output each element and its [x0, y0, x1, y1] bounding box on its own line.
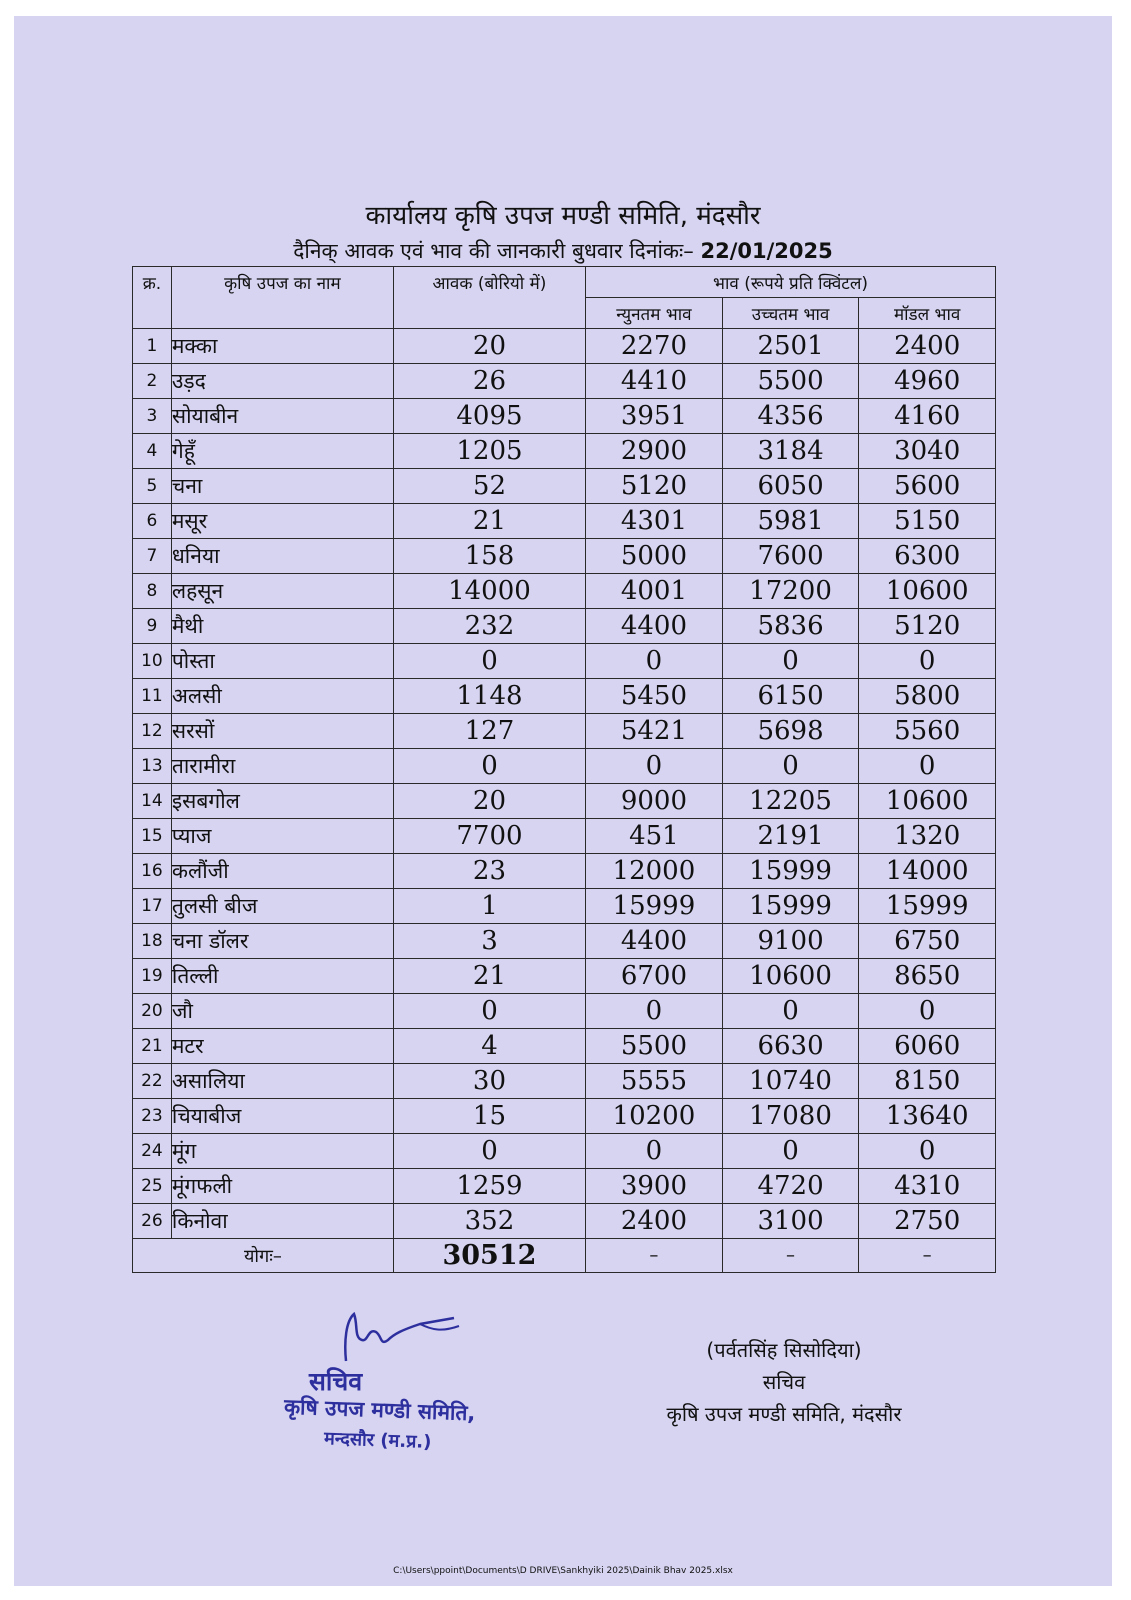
row-min-price: 4001 — [586, 574, 723, 609]
row-arrival: 21 — [393, 504, 585, 539]
row-serial: 19 — [133, 959, 172, 994]
row-min-price: 4301 — [586, 504, 723, 539]
row-crop-name: उड़द — [171, 364, 393, 399]
row-min-price: 5120 — [586, 469, 723, 504]
row-arrival: 0 — [393, 749, 585, 784]
row-crop-name: तिल्ली — [171, 959, 393, 994]
row-max-price: 10740 — [722, 1064, 859, 1099]
row-serial: 26 — [133, 1204, 172, 1239]
header-crop-name: कृषि उपज का नाम — [171, 267, 393, 329]
table-row — [133, 784, 996, 819]
row-modal-price: 5560 — [859, 714, 996, 749]
row-arrival: 21 — [393, 959, 585, 994]
table-row — [133, 924, 996, 959]
row-modal-price: 5120 — [859, 609, 996, 644]
row-arrival: 1 — [393, 889, 585, 924]
row-arrival: 23 — [393, 854, 585, 889]
table-row — [133, 714, 996, 749]
table-row — [133, 1204, 996, 1239]
row-crop-name: मूंगफली — [171, 1169, 393, 1204]
row-min-price: 0 — [586, 1134, 723, 1169]
row-modal-price: 8650 — [859, 959, 996, 994]
row-serial: 22 — [133, 1064, 172, 1099]
row-min-price: 4410 — [586, 364, 723, 399]
row-modal-price: 4310 — [859, 1169, 996, 1204]
row-serial: 25 — [133, 1169, 172, 1204]
table-row — [133, 399, 996, 434]
row-arrival: 232 — [393, 609, 585, 644]
table-row — [133, 469, 996, 504]
row-serial: 11 — [133, 679, 172, 714]
row-crop-name: लहसून — [171, 574, 393, 609]
row-crop-name: अलसी — [171, 679, 393, 714]
row-serial: 24 — [133, 1134, 172, 1169]
row-max-price: 6050 — [722, 469, 859, 504]
row-crop-name: मूंग — [171, 1134, 393, 1169]
row-modal-price: 5150 — [859, 504, 996, 539]
row-modal-price: 0 — [859, 1134, 996, 1169]
row-serial: 8 — [133, 574, 172, 609]
row-serial: 5 — [133, 469, 172, 504]
row-crop-name: तुलसी बीज — [171, 889, 393, 924]
row-modal-price: 4160 — [859, 399, 996, 434]
table-row — [133, 329, 996, 364]
row-serial: 14 — [133, 784, 172, 819]
row-min-price: 10200 — [586, 1099, 723, 1134]
row-arrival: 1259 — [393, 1169, 585, 1204]
row-arrival: 0 — [393, 644, 585, 679]
row-arrival: 20 — [393, 784, 585, 819]
row-arrival: 352 — [393, 1204, 585, 1239]
row-min-price: 6700 — [586, 959, 723, 994]
subtitle-text: दैनिक् आवक एवं भाव की जानकारी बुधवार दिनांकः– — [293, 239, 694, 263]
table-row — [133, 504, 996, 539]
row-modal-price: 2750 — [859, 1204, 996, 1239]
row-modal-price: 6060 — [859, 1029, 996, 1064]
row-serial: 13 — [133, 749, 172, 784]
row-serial: 2 — [133, 364, 172, 399]
row-max-price: 5981 — [722, 504, 859, 539]
row-serial: 12 — [133, 714, 172, 749]
row-serial: 16 — [133, 854, 172, 889]
table-row — [133, 1029, 996, 1064]
row-min-price: 12000 — [586, 854, 723, 889]
row-arrival: 26 — [393, 364, 585, 399]
table-row — [133, 539, 996, 574]
row-serial: 3 — [133, 399, 172, 434]
row-arrival: 4 — [393, 1029, 585, 1064]
row-min-price: 2270 — [586, 329, 723, 364]
row-max-price: 3100 — [722, 1204, 859, 1239]
row-max-price: 7600 — [722, 539, 859, 574]
row-max-price: 15999 — [722, 889, 859, 924]
table-row — [133, 994, 996, 1029]
row-min-price: 0 — [586, 994, 723, 1029]
total-modal-price: – — [859, 1239, 996, 1273]
row-crop-name: तारामीरा — [171, 749, 393, 784]
row-crop-name: इसबगोल — [171, 784, 393, 819]
row-serial: 1 — [133, 329, 172, 364]
header-min-price: न्युनतम भाव — [586, 298, 723, 329]
table-row — [133, 854, 996, 889]
row-arrival: 0 — [393, 1134, 585, 1169]
row-modal-price: 5800 — [859, 679, 996, 714]
row-arrival: 1148 — [393, 679, 585, 714]
row-max-price: 12205 — [722, 784, 859, 819]
document-page — [14, 16, 1112, 1586]
row-serial: 6 — [133, 504, 172, 539]
row-crop-name: धनिया — [171, 539, 393, 574]
row-max-price: 0 — [722, 749, 859, 784]
row-min-price: 3900 — [586, 1169, 723, 1204]
total-label: योगः– — [133, 1239, 394, 1273]
row-arrival: 30 — [393, 1064, 585, 1099]
row-modal-price: 10600 — [859, 784, 996, 819]
table-header-row — [133, 267, 996, 298]
row-crop-name: चना — [171, 469, 393, 504]
row-modal-price: 14000 — [859, 854, 996, 889]
row-modal-price: 2400 — [859, 329, 996, 364]
row-min-price: 5450 — [586, 679, 723, 714]
row-max-price: 2501 — [722, 329, 859, 364]
row-serial: 20 — [133, 994, 172, 1029]
row-crop-name: असालिया — [171, 1064, 393, 1099]
total-min-price: – — [586, 1239, 723, 1273]
row-max-price: 4720 — [722, 1169, 859, 1204]
row-arrival: 0 — [393, 994, 585, 1029]
row-min-price: 3951 — [586, 399, 723, 434]
row-arrival: 7700 — [393, 819, 585, 854]
row-min-price: 5421 — [586, 714, 723, 749]
row-arrival: 52 — [393, 469, 585, 504]
row-max-price: 17200 — [722, 574, 859, 609]
total-arrival: 30512 — [393, 1239, 585, 1273]
document-title: कार्यालय कृषि उपज मण्डी समिति, मंदसौर — [365, 201, 761, 231]
stamp-org: कृषि उपज मण्डी समिति, — [283, 1394, 476, 1426]
total-max-price: – — [722, 1239, 859, 1273]
table-row — [133, 749, 996, 784]
row-arrival: 4095 — [393, 399, 585, 434]
table-row — [133, 959, 996, 994]
row-crop-name: सोयाबीन — [171, 399, 393, 434]
signatory-designation: सचिव — [762, 1370, 806, 1394]
row-crop-name: मैथी — [171, 609, 393, 644]
row-modal-price: 8150 — [859, 1064, 996, 1099]
row-serial: 21 — [133, 1029, 172, 1064]
row-serial: 18 — [133, 924, 172, 959]
row-min-price: 9000 — [586, 784, 723, 819]
table-row — [133, 574, 996, 609]
row-modal-price: 0 — [859, 644, 996, 679]
signature-mark — [324, 1306, 484, 1366]
row-min-price: 2400 — [586, 1204, 723, 1239]
row-arrival: 1205 — [393, 434, 585, 469]
row-arrival: 20 — [393, 329, 585, 364]
row-modal-price: 6750 — [859, 924, 996, 959]
table-row — [133, 679, 996, 714]
row-max-price: 9100 — [722, 924, 859, 959]
row-arrival: 14000 — [393, 574, 585, 609]
header-max-price: उच्चतम भाव — [722, 298, 859, 329]
row-arrival: 15 — [393, 1099, 585, 1134]
row-crop-name: मक्का — [171, 329, 393, 364]
row-serial: 15 — [133, 819, 172, 854]
row-serial: 4 — [133, 434, 172, 469]
document-subtitle — [14, 237, 1112, 265]
signatory-name: (पर्वतसिंह सिसोदिया) — [706, 1338, 862, 1362]
report-date: 22/01/2025 — [700, 239, 833, 263]
table-row — [133, 644, 996, 679]
row-serial: 9 — [133, 609, 172, 644]
header-sr: क्र. — [133, 267, 172, 329]
row-min-price: 4400 — [586, 609, 723, 644]
row-max-price: 6630 — [722, 1029, 859, 1064]
table-row — [133, 1134, 996, 1169]
row-max-price: 17080 — [722, 1099, 859, 1134]
row-max-price: 4356 — [722, 399, 859, 434]
row-max-price: 0 — [722, 1134, 859, 1169]
row-min-price: 4400 — [586, 924, 723, 959]
row-modal-price: 1320 — [859, 819, 996, 854]
row-serial: 17 — [133, 889, 172, 924]
row-max-price: 5698 — [722, 714, 859, 749]
row-crop-name: चियाबीज — [171, 1099, 393, 1134]
row-crop-name: पोस्ता — [171, 644, 393, 679]
row-crop-name: प्याज — [171, 819, 393, 854]
stamp-title: सचिव — [309, 1367, 363, 1396]
row-arrival: 127 — [393, 714, 585, 749]
row-arrival: 158 — [393, 539, 585, 574]
row-crop-name: मसूर — [171, 504, 393, 539]
row-arrival: 3 — [393, 924, 585, 959]
table-row — [133, 889, 996, 924]
row-max-price: 5500 — [722, 364, 859, 399]
row-min-price: 451 — [586, 819, 723, 854]
table-row — [133, 819, 996, 854]
row-max-price: 10600 — [722, 959, 859, 994]
header-price-group: भाव (रूपये प्रति क्विंटल) — [586, 267, 996, 298]
row-min-price: 0 — [586, 749, 723, 784]
row-modal-price: 5600 — [859, 469, 996, 504]
row-min-price: 5555 — [586, 1064, 723, 1099]
office-stamp — [264, 1306, 554, 1466]
row-min-price: 5500 — [586, 1029, 723, 1064]
row-serial: 7 — [133, 539, 172, 574]
header-arrival: आवक (बोरियो में) — [393, 267, 585, 329]
row-max-price: 5836 — [722, 609, 859, 644]
row-crop-name: किनोवा — [171, 1204, 393, 1239]
row-crop-name: जौ — [171, 994, 393, 1029]
signatory-office: कृषि उपज मण्डी समिति, मंदसौर — [666, 1402, 902, 1426]
file-path-footer: C:\Users\ppoint\Documents\D DRIVE\Sankhyiki 2025\Dainik Bhav 2025.xlsx — [393, 1566, 733, 1576]
stamp-place: मन्दसौर (म.प्र.) — [323, 1428, 432, 1453]
row-serial: 10 — [133, 644, 172, 679]
row-modal-price: 4960 — [859, 364, 996, 399]
row-max-price: 3184 — [722, 434, 859, 469]
row-modal-price: 0 — [859, 994, 996, 1029]
market-rates-table — [132, 266, 996, 1273]
row-crop-name: सरसों — [171, 714, 393, 749]
table-row — [133, 1064, 996, 1099]
row-max-price: 2191 — [722, 819, 859, 854]
table-row — [133, 609, 996, 644]
row-max-price: 0 — [722, 644, 859, 679]
row-max-price: 15999 — [722, 854, 859, 889]
row-max-price: 0 — [722, 994, 859, 1029]
header-modal-price: मॉडल भाव — [859, 298, 996, 329]
total-row — [133, 1239, 996, 1273]
row-modal-price: 15999 — [859, 889, 996, 924]
row-min-price: 2900 — [586, 434, 723, 469]
row-modal-price: 6300 — [859, 539, 996, 574]
row-crop-name: चना डॉलर — [171, 924, 393, 959]
row-modal-price: 3040 — [859, 434, 996, 469]
row-crop-name: कलौंजी — [171, 854, 393, 889]
row-modal-price: 10600 — [859, 574, 996, 609]
row-crop-name: मटर — [171, 1029, 393, 1064]
table-row — [133, 1099, 996, 1134]
row-min-price: 0 — [586, 644, 723, 679]
table-row — [133, 1169, 996, 1204]
row-min-price: 5000 — [586, 539, 723, 574]
row-max-price: 6150 — [722, 679, 859, 714]
table-row — [133, 364, 996, 399]
row-modal-price: 0 — [859, 749, 996, 784]
row-modal-price: 13640 — [859, 1099, 996, 1134]
table-row — [133, 434, 996, 469]
row-min-price: 15999 — [586, 889, 723, 924]
row-serial: 23 — [133, 1099, 172, 1134]
row-crop-name: गेहूँ — [171, 434, 393, 469]
